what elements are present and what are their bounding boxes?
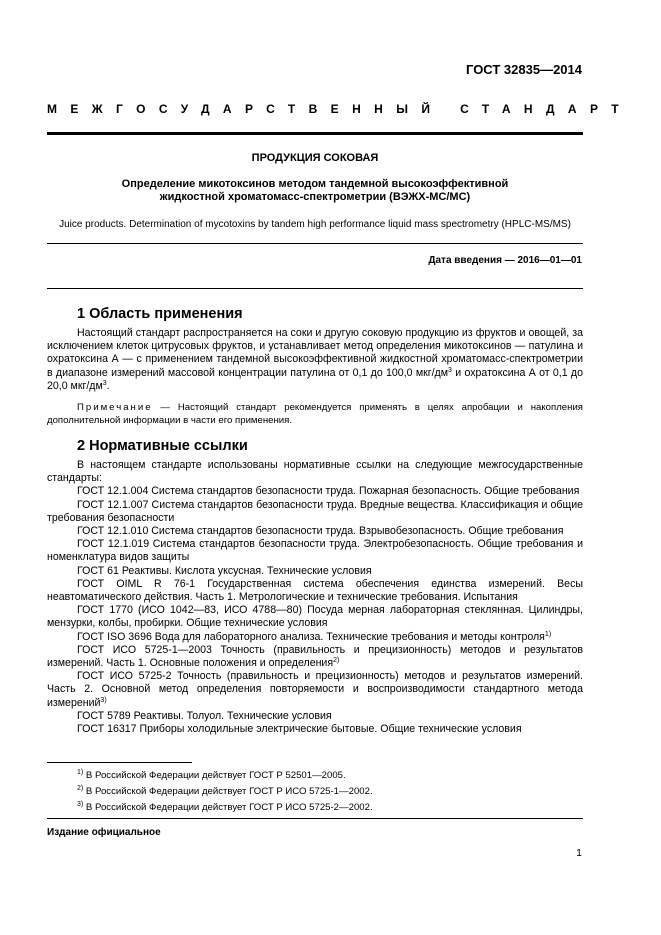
footnote-text: В Российской Федерации действует ГОСТ Р ИСО 5725-1—2002. (83, 786, 373, 797)
reference-item (47, 538, 583, 564)
standard-banner: МЕЖГОСУДАРСТВЕННЫЙ СТАНДАРТ (47, 102, 632, 116)
footnote-marker: 1) (544, 630, 552, 638)
reference-item (47, 525, 583, 538)
superscript: 3 (448, 366, 452, 374)
footnote-mark: 3) (77, 801, 84, 808)
document-subtitle (47, 178, 583, 204)
footer-rule (47, 818, 583, 819)
official-edition-label: Издание официальное (47, 827, 161, 838)
reference-text: ГОСТ 12.1.010 Система стандартов безопасности труда. Взрывобезопасность. Общие требования (77, 525, 564, 538)
subtitle-line-1: Определение микотоксинов методом тандемной высокоэффективной (121, 178, 509, 190)
footnote-text: В Российской Федерации действует ГОСТ Р 52501—2005. (83, 770, 346, 781)
scope-note (47, 402, 583, 427)
references-intro: В настоящем стандарте использованы нормативные ссылки на следующие межгосударственные стандарты: (47, 459, 583, 485)
reference-text: ГОСТ ИСО 5725-1—2003 Точность (правильность и прецизионность) методов и результатов измерений. Часть 1. Основные положения и определения (47, 643, 583, 670)
reference-item (47, 578, 583, 604)
subtitle-line-2: жидкостной хроматомасс-спектрометрии (ВЭЖХ-МС/МС) (159, 191, 471, 203)
reference-text: ГОСТ OIML R 76-1 Государственная система обеспечения единства измерений. Весы неавтоматического действия. Часть 1. Метрологические и технические требования. Испытания (47, 577, 583, 604)
references-list (47, 459, 583, 736)
reference-item (47, 644, 583, 670)
reference-item (47, 499, 583, 525)
reference-text: ГОСТ 12.1.019 Система стандартов безопасности труда. Электробезопасность. Общие требования и номенклатура видов защиты (47, 538, 583, 564)
footnote-2 (77, 786, 373, 797)
english-title: Juice products. Determination of mycotoxins by tandem high performance liquid mass spectrometry (HPLC-MS/MS) (59, 219, 571, 230)
footnote-mark: 1) (77, 769, 84, 776)
footnote-marker: 2) (333, 657, 340, 665)
footnote-1 (77, 770, 346, 781)
title-divider (47, 243, 583, 244)
footnote-text: В Российской Федерации действует ГОСТ Р ИСО 5725-2—2002. (83, 802, 373, 813)
footnote-mark: 2) (77, 785, 84, 792)
reference-text: ГОСТ 61 Реактивы. Кислота уксусная. Технические условия (77, 564, 372, 577)
note-label: Примечание (77, 402, 153, 413)
footnote-separator (47, 762, 192, 763)
reference-text: ГОСТ 12.1.004 Система стандартов безопасности труда. Пожарная безопасность. Общие требования (77, 485, 580, 498)
header-rule (47, 132, 583, 135)
page-number: 1 (576, 847, 582, 859)
scope-paragraph (47, 327, 583, 393)
reference-text: ГОСТ ISO 3696 Вода для лабораторного анализа. Технические требования и методы контроля (77, 630, 545, 643)
section-heading-scope: 1 Область применения (77, 306, 243, 322)
footnote-marker: 3) (100, 696, 107, 704)
reference-item (47, 710, 583, 723)
scope-text-a: Настоящий стандарт распространяется на соки и другую соковую продукцию из фруктов и овощей, за исключением клеток цитрусовых фруктов, и устанавливает метод определения микотоксинов — патулина и охратоксина А — с применением тандемной высокоэффективной жидкостной хроматомасс-спектрометрии в диапазоне измерений массовой концентрации патулина от 0,1 до 100,0 мкг/дм (47, 327, 583, 379)
scope-text-c: . (106, 379, 110, 392)
reference-item (47, 723, 583, 736)
reference-text: ГОСТ 5789 Реактивы. Толуол. Технические условия (77, 709, 332, 722)
reference-item (47, 604, 583, 630)
scope-text-b: и охратоксина А от 0,1 до 20,0 мкг/дм (47, 366, 583, 392)
effective-date: Дата введения — 2016—01—01 (428, 255, 582, 266)
reference-text: ГОСТ 16317 Приборы холодильные электрические бытовые. Общие технические условия (77, 723, 522, 736)
reference-item (47, 485, 583, 498)
date-divider (47, 288, 583, 289)
note-text: — Настоящий стандарт рекомендуется применять в целях апробации и накопления дополнительной информации в части его применения. (47, 402, 583, 426)
footnote-3 (77, 802, 373, 813)
document-title: ПРОДУКЦИЯ СОКОВАЯ (251, 152, 379, 164)
standard-number: ГОСТ 32835—2014 (466, 62, 582, 77)
reference-item (47, 670, 583, 710)
superscript: 3 (102, 379, 107, 387)
reference-text: ГОСТ 12.1.007 Система стандартов безопасности труда. Вредные вещества. Классификация и общие требования безопасности (47, 498, 583, 524)
reference-item (47, 565, 583, 578)
reference-text: ГОСТ ИСО 5725-2 Точность (правильность и прецизионность) методов и результатов измерений. Часть 2. Основной метод определения повторяемости и воспроизводимости стандартного метода измерений (47, 670, 583, 709)
reference-text: ГОСТ 1770 (ИСО 1042—83, ИСО 4788—80) Посуда мерная лабораторная стеклянная. Цилиндры, мензурки, колбы, пробирки. Общие технические условия (47, 604, 583, 630)
section-heading-references: 2 Нормативные ссылки (77, 438, 248, 454)
reference-item (47, 631, 583, 644)
